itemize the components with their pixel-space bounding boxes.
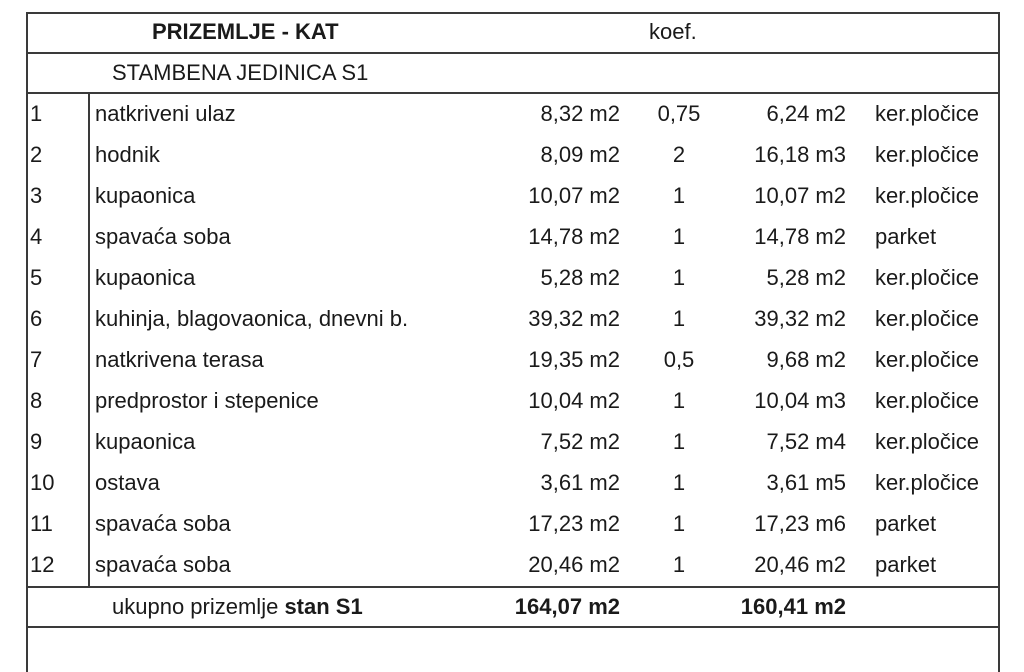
- room-koef: 1: [672, 183, 686, 208]
- total-label-text: ukupno prizemlje: [112, 594, 279, 619]
- room-net-area: 14,78 m2: [754, 224, 846, 249]
- table-row: [0, 462, 1024, 503]
- room-area: 20,46 m2: [528, 552, 620, 577]
- room-name: kupaonica: [95, 429, 196, 454]
- room-flooring: parket: [875, 552, 937, 577]
- total-area: 164,07 m2: [514, 594, 620, 619]
- room-number: 3: [30, 183, 43, 208]
- room-net-area: 9,68 m2: [766, 347, 846, 372]
- room-flooring: ker.pločice: [875, 470, 979, 495]
- room-area: 19,35 m2: [528, 347, 620, 372]
- room-number: 10: [30, 470, 55, 495]
- table-row: [0, 421, 1024, 462]
- room-net-area: 39,32 m2: [754, 306, 846, 331]
- total-net-area: 160,41 m2: [740, 594, 846, 619]
- room-koef: 2: [672, 142, 686, 167]
- table-row: [0, 257, 1024, 298]
- room-number: 2: [30, 142, 43, 167]
- room-koef: 1: [672, 470, 686, 495]
- table-row: [0, 503, 1024, 544]
- room-area: 10,07 m2: [528, 183, 620, 208]
- room-flooring: ker.pločice: [875, 101, 979, 126]
- room-flooring: parket: [875, 511, 937, 536]
- room-name: hodnik: [95, 142, 160, 167]
- room-area: 10,04 m2: [528, 388, 620, 413]
- room-number: 9: [30, 429, 43, 454]
- room-name: kuhinja, blagovaonica, dnevni b.: [95, 306, 409, 331]
- room-area: 14,78 m2: [528, 224, 620, 249]
- room-rows: [0, 93, 1024, 585]
- table-row: [0, 175, 1024, 216]
- room-net-area: 10,07 m2: [754, 183, 846, 208]
- total-label-unit: stan S1: [284, 594, 363, 619]
- table-title: PRIZEMLJE - KAT: [152, 19, 339, 44]
- room-name: natkriveni ulaz: [95, 101, 236, 126]
- room-flooring: ker.pločice: [875, 347, 979, 372]
- room-net-area: 7,52 m4: [766, 429, 846, 454]
- room-number: 11: [30, 511, 53, 536]
- table-row: [0, 216, 1024, 257]
- room-area: 8,09 m2: [540, 142, 620, 167]
- room-flooring: ker.pločice: [875, 142, 979, 167]
- room-koef: 1: [672, 511, 686, 536]
- table-row: [0, 298, 1024, 339]
- room-flooring: parket: [875, 224, 937, 249]
- total-row: [0, 587, 1024, 627]
- table-row: [0, 380, 1024, 421]
- table-row: [0, 544, 1024, 585]
- total-label: [112, 587, 363, 627]
- room-name: predprostor i stepenice: [95, 388, 319, 413]
- room-net-area: 3,61 m5: [766, 470, 846, 495]
- room-area: 8,32 m2: [540, 101, 620, 126]
- room-name: spavaća soba: [95, 224, 231, 249]
- room-koef: 1: [672, 224, 686, 249]
- room-koef: 0,75: [657, 101, 701, 126]
- room-flooring: ker.pločice: [875, 388, 979, 413]
- room-area: 7,52 m2: [540, 429, 620, 454]
- table-row: [0, 134, 1024, 175]
- room-koef: 1: [672, 306, 686, 331]
- room-name: kupaonica: [95, 265, 196, 290]
- room-net-area: 5,28 m2: [766, 265, 846, 290]
- room-flooring: ker.pločice: [875, 265, 979, 290]
- room-number: 5: [30, 265, 43, 290]
- room-koef: 1: [672, 552, 686, 577]
- room-net-area: 20,46 m2: [754, 552, 846, 577]
- room-number: 1: [30, 101, 43, 126]
- room-name: ostava: [95, 470, 160, 495]
- room-name: spavaća soba: [95, 511, 231, 536]
- room-area: 39,32 m2: [528, 306, 620, 331]
- table-row: [0, 339, 1024, 380]
- room-koef: 1: [672, 388, 686, 413]
- room-net-area: 17,23 m6: [754, 511, 846, 536]
- room-net-area: 16,18 m3: [754, 142, 846, 167]
- table-row: [0, 93, 1024, 134]
- room-net-area: 6,24 m2: [766, 101, 846, 126]
- room-net-area: 10,04 m3: [754, 388, 846, 413]
- koef-column-header: koef.: [649, 19, 697, 44]
- room-koef: 1: [672, 265, 686, 290]
- room-koef: 0,5: [663, 347, 695, 372]
- room-flooring: ker.pločice: [875, 306, 979, 331]
- room-number: 12: [30, 552, 55, 577]
- room-number: 4: [30, 224, 43, 249]
- room-koef: 1: [672, 429, 686, 454]
- room-area: 3,61 m2: [540, 470, 620, 495]
- room-number: 8: [30, 388, 43, 413]
- unit-name: STAMBENA JEDINICA S1: [112, 60, 369, 85]
- room-flooring: ker.pločice: [875, 429, 979, 454]
- room-name: kupaonica: [95, 183, 196, 208]
- room-name: natkrivena terasa: [95, 347, 264, 372]
- room-number: 6: [30, 306, 43, 331]
- room-area: 5,28 m2: [540, 265, 620, 290]
- room-area: 17,23 m2: [528, 511, 620, 536]
- room-name: spavaća soba: [95, 552, 231, 577]
- room-number: 7: [30, 347, 43, 372]
- room-flooring: ker.pločice: [875, 183, 979, 208]
